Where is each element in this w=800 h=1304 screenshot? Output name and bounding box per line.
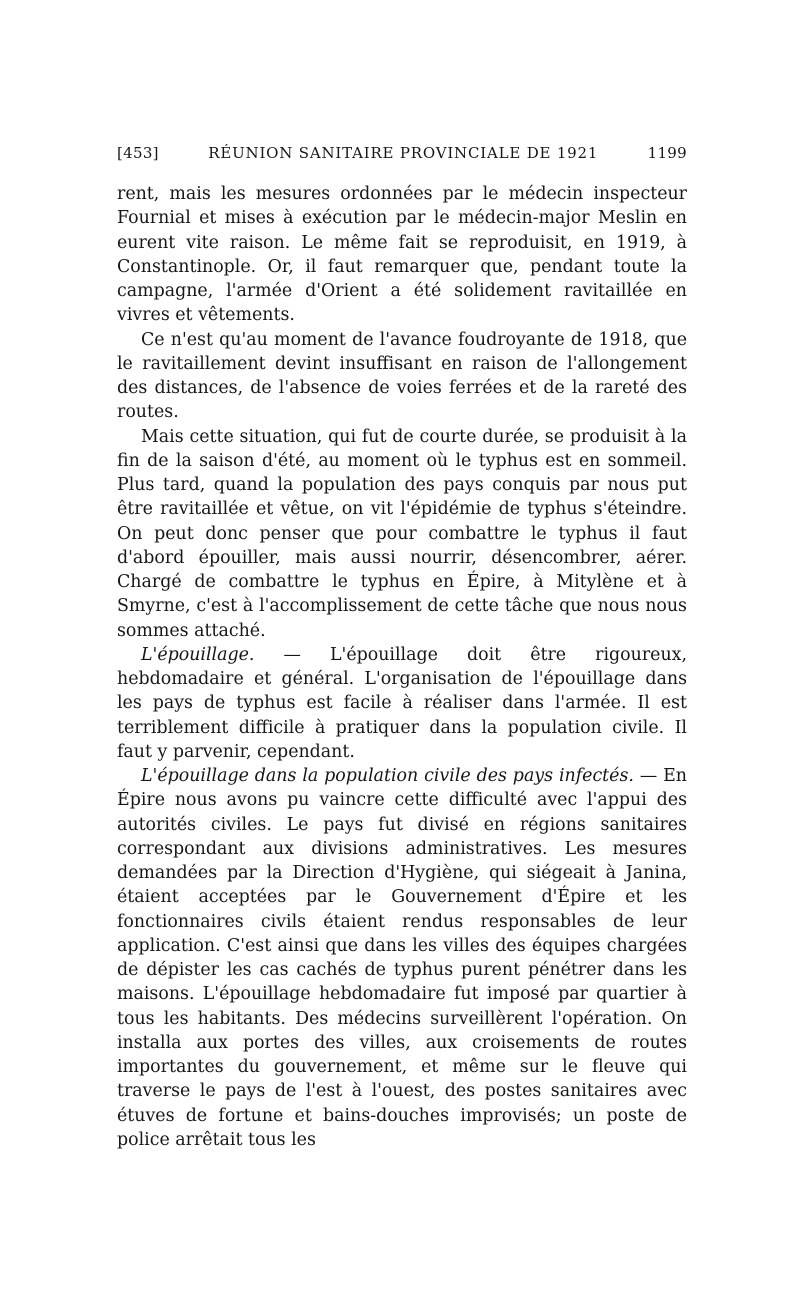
running-header bbox=[117, 144, 687, 168]
paragraph: Ce n'est qu'au moment de l'avance foudroyante de 1918, que le ravitaillement devint insuffisant en raison de l'allongement des distances, de l'absence de voies ferrées et de la rareté des routes. bbox=[117, 329, 687, 423]
running-title: RÉUNION SANITAIRE PROVINCIALE DE 1921 bbox=[208, 144, 599, 162]
body-text bbox=[117, 182, 687, 1152]
page-number: 1199 bbox=[647, 144, 687, 162]
bracket-page-ref: [453] bbox=[117, 144, 159, 162]
paragraph-text: — L'épouillage doit être rigoureux, hebdomadaire et général. L'organisation de l'épouillage dans les pays de typhus est facile à réaliser dans l'armée. Il est terriblement difficile à pratiquer dans la population civile. Il faut y parvenir, cependant. bbox=[117, 644, 687, 762]
section-heading-epouillage: L'épouillage. bbox=[141, 644, 255, 665]
paragraph-text: — En Épire nous avons pu vaincre cette difficulté avec l'appui des autorités civiles. Le pays fut divisé en régions sanitaires correspondant aux divisions administratives. Les mesures demandées par la Direction d'Hygiène, qui siégeait à Janina, étaient acceptées par le Gouvernement d'Épire et les fonctionnaires civils étaient rendus responsables de leur application. C'est ainsi que dans les villes des équipes chargées de dépister les cas cachés de typhus purent pénétrer dans les maisons. L'épouillage hebdomadaire fut imposé par quartier à tous les habitants. Des médecins surveillèrent l'opération. On installa aux portes des villes, aux croisements de routes importantes du gouvernement, et même sur le fleuve qui traverse le pays de l'est à l'ouest, des postes sanitaires avec étuves de fortune et bains-douches improvisés; un poste de police arrêtait tous les bbox=[117, 766, 687, 1150]
book-page bbox=[117, 144, 687, 1152]
paragraph: Mais cette situation, qui fut de courte durée, se produisit à la fin de la saison d'été, au moment où le typhus est en sommeil. Plus tard, quand la population des pays conquis par nous put être ravitaillée et vêtue, on vit l'épidémie de typhus s'éteindre. On peut donc penser que pour combattre le typhus il faut d'abord épouiller, mais aussi nourrir, désencombrer, aérer. Chargé de combattre le typhus en Épire, à Mitylène et à Smyrne, c'est à l'accomplissement de cette tâche que nous nous sommes attaché. bbox=[117, 426, 687, 641]
paragraph bbox=[117, 643, 687, 764]
paragraph-continuation: rent, mais les mesures ordonnées par le médecin inspecteur Fournial et mises à exécution par le médecin-major Meslin en eurent vite raison. Le même fait se reproduisit, en 1919, à Constantinople. Or, il faut remarquer que, pendant toute la campagne, l'armée d'Orient a été solidement ravitaillée en vivres et vêtements. bbox=[117, 184, 687, 326]
section-heading-population-civile: L'épouillage dans la population civile des pays infectés. bbox=[141, 766, 634, 786]
paragraph bbox=[117, 764, 687, 1152]
